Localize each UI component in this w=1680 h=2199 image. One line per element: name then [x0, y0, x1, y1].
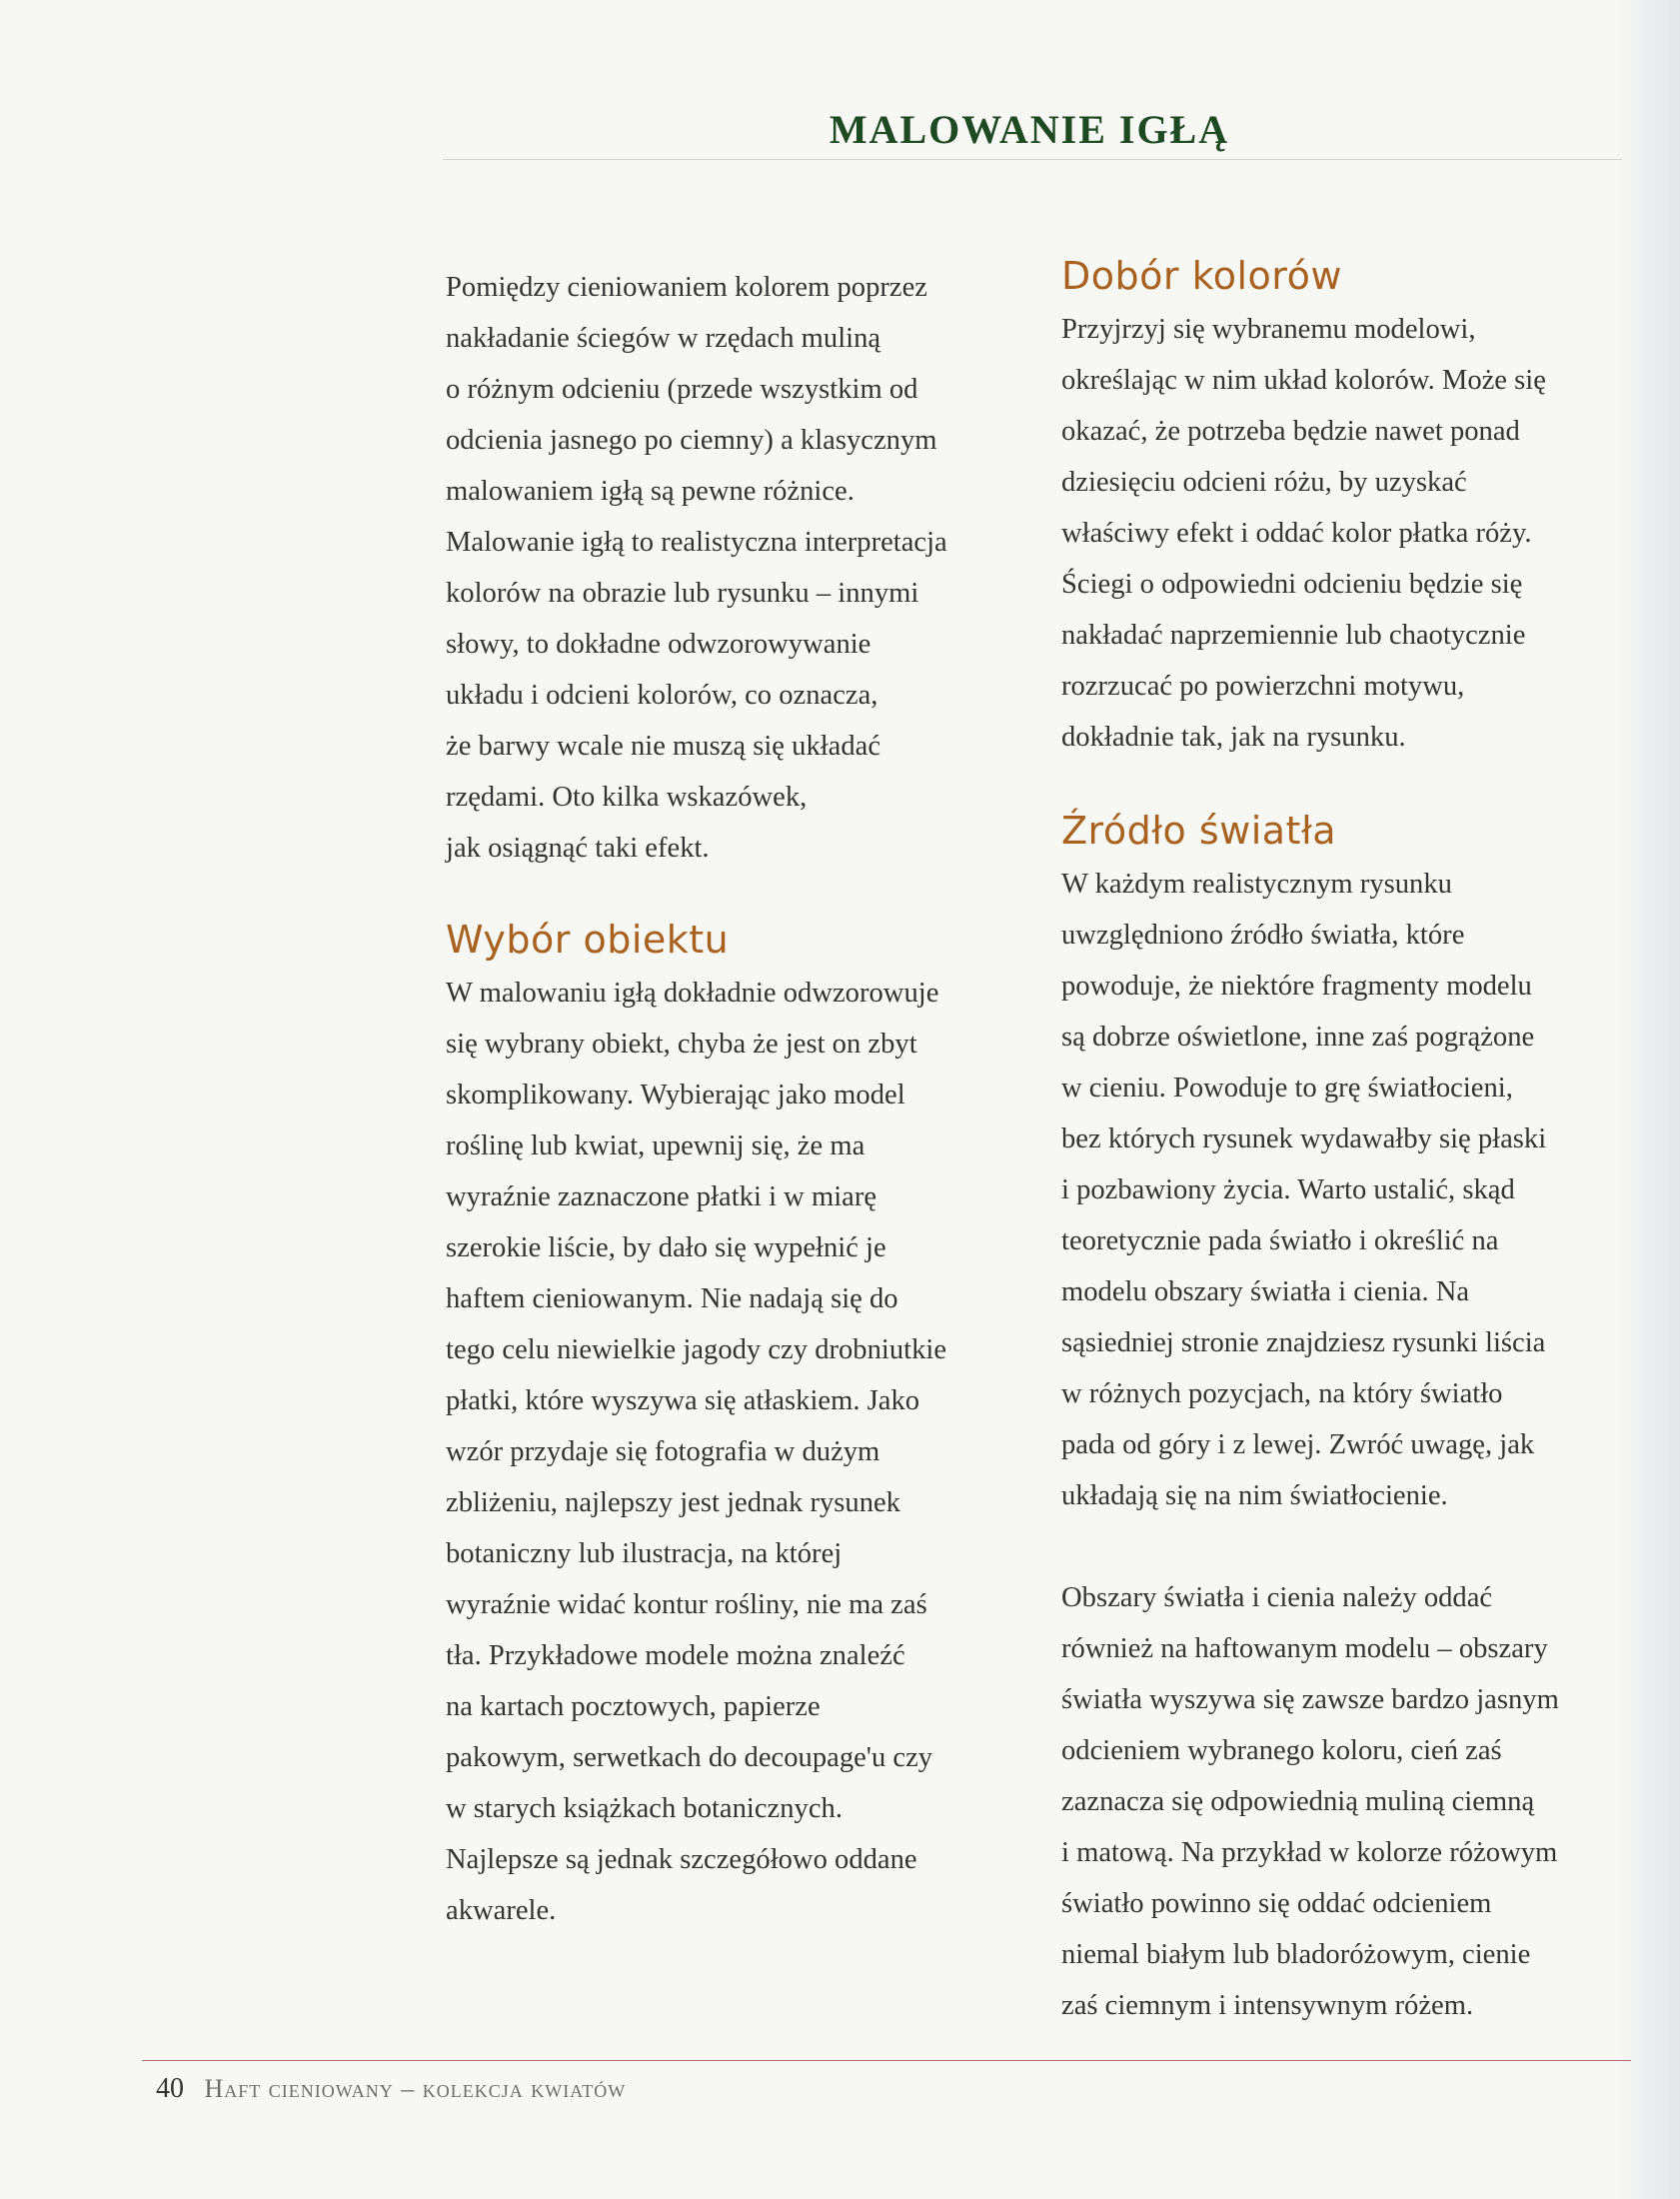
right-column — [1061, 248, 1661, 2031]
light-source-paragraph: W każdym realistycznym rysunku uwzględniono źródło światła, które powoduje, że niektóre fragmenty modelu są dobrze oświetlone, inne zaś pogrążone w cieniu. Powoduje to grę światłocieni, bez których rysunek wydawałby się płaski i pozbawiony życia. Warto ustalić, skąd teoretycznie pada światło i określić na modelu obszary światła i cienia. Na sąsiedniej stronie znajdziesz rysunki liścia w różnych pozycjach, na który światło pada od góry i z lewej. Zwróć uwagę, jak układają się na nim światłocienie. — [1061, 869, 1547, 1511]
light-shadow-paragraph: Obszary światła i cienia należy oddać również na haftowanym modelu – obszary światła wyszywa się zawsze bardzo jasnym odcieniem wybranego koloru, cień zaś zaznacza się odpowiednią muliną ciemną i matową. Na przykład w kolorze różowym światło powinno się oddać odcieniem niemal białym lub bladoróżowym, cienie zaś ciemnym i intensywnym różem. — [1061, 1582, 1559, 2021]
footer-divider — [142, 2060, 1631, 2061]
color-choice-paragraph: Przyjrzyj się wybranemu modelowi, określając w nim układ kolorów. Może się okazać, że potrzeba będzie nawet ponad dziesięciu odcieni różu, by uzyskać właściwy efekt i oddać kolor płatka róży. Ściegi o odpowiedni odcieniu będzie się nakładać naprzemiennie lub chaotycznie rozrzucać po powierzchni motywu, dokładnie tak, jak na rysunku. — [1061, 314, 1546, 753]
section-heading-color-choice: Dobór kolorów — [1061, 254, 1342, 298]
object-choice-paragraph: W malowaniu igłą dokładnie odwzorowuje się wybrany obiekt, chyba że jest on zbyt skomplikowany. Wybierając jako model roślinę lub kwiat, upewnij się, że ma wyraźnie zaznaczone płatki i w miarę szerokie liście, by dało się wypełnić je haftem cieniowanym. Nie nadają się do tego celu niewielkie jagody czy drobniutkie płatki, które wyszywa się atłaskiem. Jako wzór przydaje się fotografia w dużym zbliżeniu, najlepszy jest jednak rysunek botaniczny lub ilustracja, na której wyraźnie widać kontur rośliny, nie ma zaś tła. Przykładowe modele można znaleźć na kartach pocztowych, papierze pakowym, serwetkach do decoupage'u czy w starych książkach botanicznych. Najlepsze są jednak szczegółowo oddane akwarele. — [446, 978, 947, 1926]
left-column — [446, 262, 1045, 1936]
title-divider — [443, 159, 1622, 160]
section-heading-object-choice: Wybór obiektu — [446, 918, 730, 962]
running-title: Haft cieniowany – kolekcja kwiatów — [204, 2074, 627, 2103]
intro-paragraph: Pomiędzy cieniowaniem kolorem poprzez nakładanie ściegów w rzędach muliną o różnym odcieniu (przede wszystkim od odcienia jasnego po ciemny) a klasycznym malowaniem igłą są pewne różnice. Malowanie igłą to realistyczna interpretacja kolorów na obrazie lub rysunku – innymi słowy, to dokładne odwzorowywanie układu i odcieni kolorów, co oznacza, że barwy wcale nie muszą się układać rzędami. Oto kilka wskazówek, jak osiągnąć taki efekt. — [446, 272, 947, 864]
page-number: 40 — [156, 2073, 184, 2104]
page-title: MALOWANIE IGŁĄ — [829, 107, 1230, 152]
section-heading-light-source: Źródło światła — [1061, 809, 1337, 853]
page-footer — [156, 2073, 626, 2105]
